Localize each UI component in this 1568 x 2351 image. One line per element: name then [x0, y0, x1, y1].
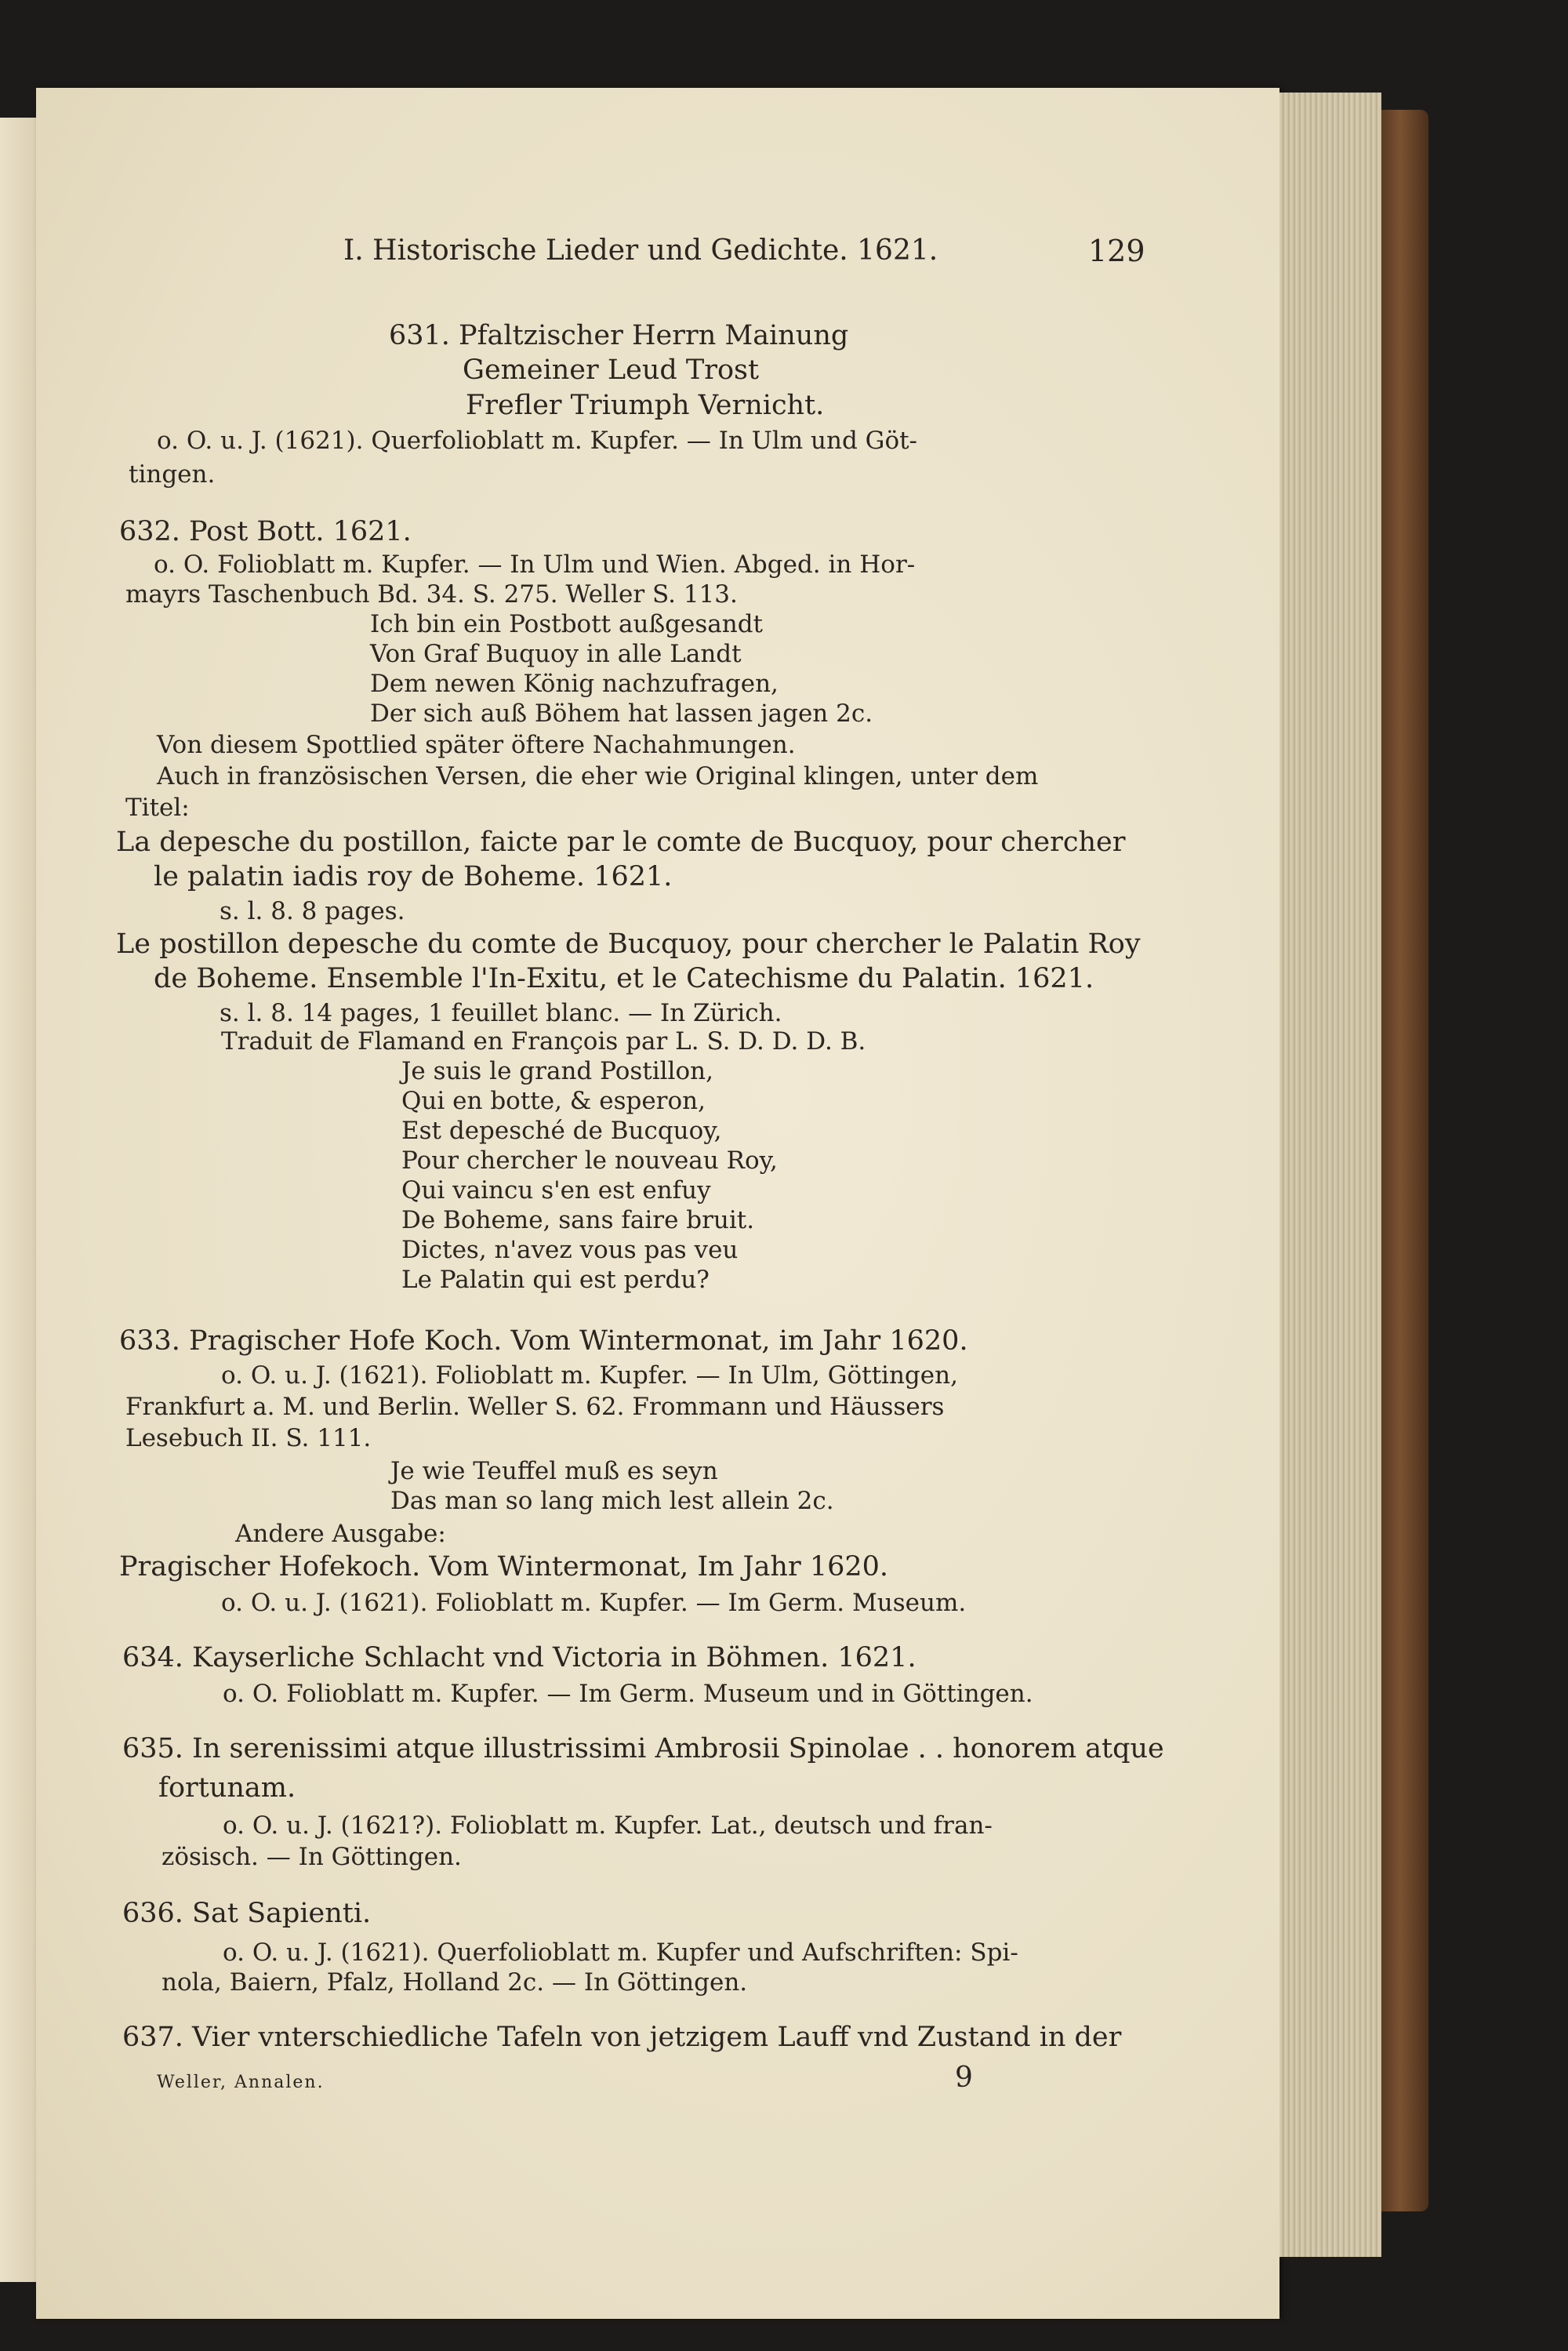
text-line: Est depesché de Bucquoy, — [401, 1117, 722, 1145]
text-line: o. O. u. J. (1621?). Folioblatt m. Kupfer. Lat., deutsch und fran- — [223, 1811, 993, 1840]
book-cover — [1381, 110, 1428, 2211]
text-line: Lesebuch II. S. 111. — [125, 1424, 372, 1452]
text-line: Der sich auß Böhem hat lassen jagen 2c. — [370, 699, 873, 728]
text-line: Le Palatin qui est perdu? — [401, 1266, 710, 1294]
text-line: o. O. u. J. (1621). Folioblatt m. Kupfer. — Im Germ. Museum. — [221, 1589, 967, 1617]
text-line: nola, Baiern, Pfalz, Holland 2c. — In Göttingen. — [162, 1968, 748, 1997]
text-line: Pour chercher le nouveau Roy, — [401, 1146, 778, 1175]
text-line: Von diesem Spottlied später öftere Nachahmungen. — [157, 731, 796, 759]
page-number: 129 — [1088, 234, 1145, 268]
text-line: o. O. u. J. (1621). Folioblatt m. Kupfer. — In Ulm, Göttingen, — [221, 1361, 958, 1390]
text-line: 631. Pfaltzischer Herrn Mainung — [389, 320, 849, 351]
text-line: Qui vaincu s'en est enfuy — [401, 1176, 711, 1205]
text-line: Andere Ausgabe: — [235, 1520, 446, 1548]
text-line: fortunam. — [158, 1772, 296, 1804]
text-line: s. l. 8. 14 pages, 1 feuillet blanc. — In Zürich. — [220, 999, 782, 1027]
text-line: le palatin iadis roy de Boheme. 1621. — [154, 861, 673, 892]
text-line: 633. Pragischer Hofe Koch. Vom Wintermonat, im Jahr 1620. — [119, 1325, 968, 1357]
text-line: tingen. — [129, 460, 216, 489]
text-line: Qui en botte, & esperon, — [401, 1087, 706, 1115]
text-line: Dictes, n'avez vous pas veu — [401, 1236, 739, 1264]
text-line: Je wie Teuffel muß es seyn — [390, 1457, 718, 1485]
text-line: mayrs Taschenbuch Bd. 34. S. 275. Weller S. 113. — [125, 580, 738, 609]
text-line: De Boheme, sans faire bruit. — [401, 1206, 755, 1234]
sheet-number: 9 — [955, 2062, 973, 2094]
text-line: Je suis le grand Postillon, — [401, 1057, 713, 1085]
text-line: Titel: — [125, 794, 190, 822]
text-line: o. O. Folioblatt m. Kupfer. — Im Germ. Museum und in Göttingen. — [223, 1680, 1033, 1708]
text-line: Auch in französischen Versen, die eher wie Original klingen, unter dem — [157, 762, 1039, 790]
text-line: o. O. Folioblatt m. Kupfer. — In Ulm und Wien. Abged. in Hor- — [154, 551, 916, 579]
text-line: 634. Kayserliche Schlacht vnd Victoria in Böhmen. 1621. — [122, 1642, 916, 1673]
text-line: 636. Sat Sapienti. — [122, 1898, 372, 1929]
text-line: Ich bin ein Postbott außgesandt — [370, 610, 763, 638]
text-line: 632. Post Bott. 1621. — [119, 516, 412, 547]
text-line: La depesche du postillon, faicte par le comte de Bucquoy, pour chercher — [116, 827, 1126, 858]
text-line: Dem newen König nachzufragen, — [370, 670, 779, 698]
text-line: de Boheme. Ensemble l'In-Exitu, et le Catechisme du Palatin. 1621. — [154, 963, 1094, 994]
text-line: zösisch. — In Göttingen. — [162, 1843, 462, 1871]
text-line: Frefler Triumph Vernicht. — [466, 390, 825, 421]
text-line: Le postillon depesche du comte de Bucquoy, pour chercher le Palatin Roy — [116, 928, 1141, 960]
text-line: Traduit de Flamand en François par L. S. D. D. D. B. — [221, 1027, 866, 1056]
text-line: o. O. u. J. (1621). Querfolioblatt m. Kupfer und Aufschriften: Spi- — [223, 1939, 1018, 1967]
text-line: Frankfurt a. M. und Berlin. Weller S. 62. Frommann und Häussers — [125, 1393, 945, 1421]
page-stack-edge — [1279, 93, 1381, 2257]
text-line: Das man so lang mich lest allein 2c. — [390, 1487, 834, 1515]
text-line: s. l. 8. 8 pages. — [220, 897, 405, 925]
text-line: o. O. u. J. (1621). Querfolioblatt m. Kupfer. — In Ulm und Göt- — [157, 427, 918, 455]
text-line: Gemeiner Leud Trost — [463, 354, 760, 386]
sheet-signature: Weller, Annalen. — [157, 2073, 325, 2092]
running-head: I. Historische Lieder und Gedichte. 1621. — [343, 234, 938, 267]
text-line: Von Graf Buquoy in alle Landt — [370, 640, 742, 668]
text-line: 635. In serenissimi atque illustrissimi Ambrosii Spinolae . . honorem atque — [122, 1733, 1164, 1764]
text-line: 637. Vier vnterschiedliche Tafeln von jetzigem Lauff vnd Zustand in der — [122, 2022, 1122, 2053]
text-line: Pragischer Hofekoch. Vom Wintermonat, Im Jahr 1620. — [119, 1551, 889, 1582]
